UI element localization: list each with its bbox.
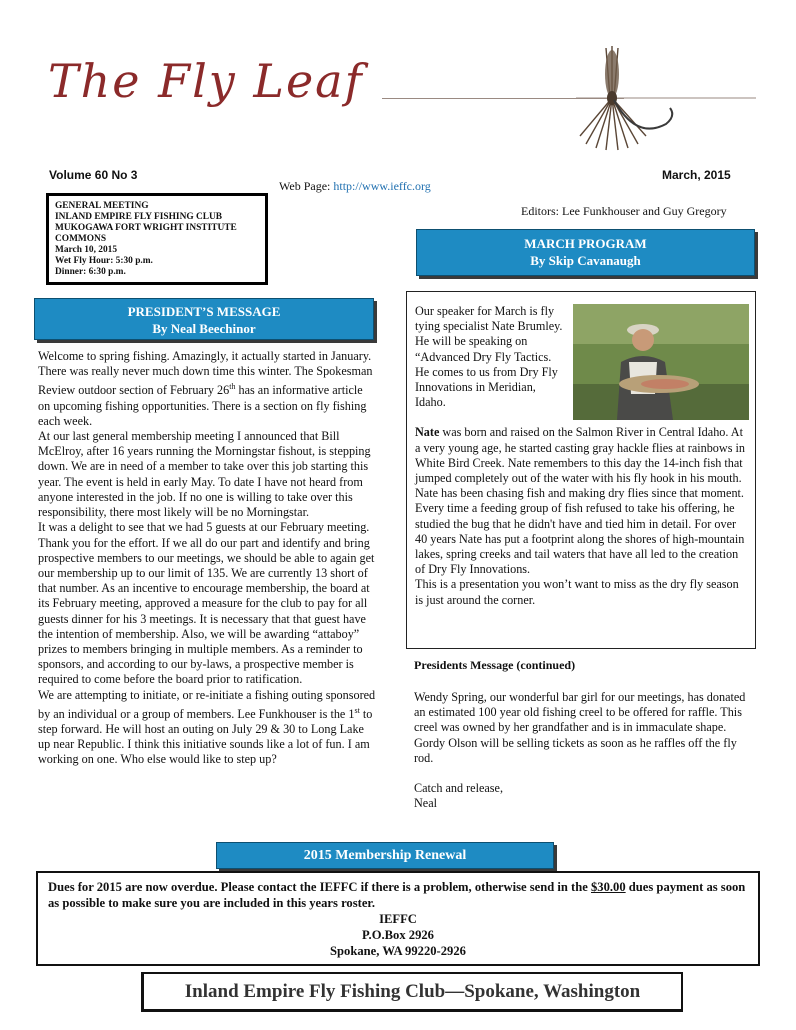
continued-heading: Presidents Message (continued)	[414, 658, 576, 672]
signoff: Catch and release,	[414, 781, 503, 796]
paragraph: Welcome to spring fishing. Amazingly, it actually started in January. There was really never much down time this winter. The Spokesman Review outdoor section of February 26th has an informative article on upcoming fishing opportunities. There is a section on fly fishing each week.	[38, 349, 373, 428]
meeting-info-box	[46, 193, 268, 285]
march-program-title: MARCH PROGRAM	[524, 236, 647, 251]
paragraph: Wendy Spring, our wonderful bar girl for our meetings, has donated an estimated 100 year old fishing creel to be offered for raffle. This creel was owned by her grandfather and is in immaculate shape. Gordy Olson will be selling tickets as soon as he raffles off the fly rod.	[414, 690, 746, 765]
renewal-city: Spokane, WA 99220-2926	[330, 944, 466, 958]
presidents-message-title: PRESIDENT’S MESSAGE	[127, 304, 281, 319]
march-program-byline: By Skip Cavanaugh	[530, 253, 641, 268]
march-program-box	[406, 291, 756, 649]
membership-renewal-box	[36, 871, 760, 966]
meeting-line: Wet Fly Hour: 5:30 p.m.	[55, 256, 153, 266]
program-closing: This is a presentation you won’t want to miss as the dry fly season is just around the corner.	[415, 577, 739, 607]
meeting-line: INLAND EMPIRE FLY FISHING CLUB	[55, 212, 223, 222]
meeting-line: COMMONS	[55, 234, 107, 244]
program-intro: Our speaker for March is fly tying specialist Nate Brumley. He will be speaking on “Advanced Dry Fly Tactics. He comes to us from Dry Fly Innovations in Meridian, Idaho.	[415, 304, 563, 410]
website-link[interactable]: http://www.ieffc.org	[333, 179, 431, 193]
editors-credit: Editors: Lee Funkhouser and Guy Gregory	[521, 204, 727, 218]
renewal-po-box: P.O.Box 2926	[362, 928, 434, 942]
membership-renewal-heading: 2015 Membership Renewal	[216, 842, 554, 869]
continued-body	[414, 690, 754, 811]
meeting-line: MUKOGAWA FORT WRIGHT INSTITUTE	[55, 223, 237, 233]
presidents-message-byline: By Neal Beechinor	[152, 321, 256, 336]
volume-number: Volume 60 No 3	[49, 168, 138, 182]
newsletter-title: The Fly Leaf	[48, 54, 364, 108]
fly-illustration	[566, 44, 762, 154]
signature: Neal	[414, 796, 438, 811]
renewal-text: Dues for 2015 are now overdue. Please contact the IEFFC if there is a problem, otherwise send in the $30.00 dues payment as soon as possible to make sure you are included in this years roster.	[48, 880, 746, 910]
paragraph: At our last general membership meeting I announced that Bill McElroy, after 16 years running the Morningstar fishout, is stepping down. We are in need of a member to take over this job starting this year. The event is held in early May. To date I have not heard from anyone interested in the job. If no one is willing to take over this responsibility, there most likely will be no Morningstar.	[38, 429, 371, 520]
march-program-heading	[416, 229, 755, 276]
meeting-line: Dinner: 6:30 p.m.	[55, 267, 126, 277]
web-label: Web Page:	[279, 179, 331, 193]
footer-banner: Inland Empire Fly Fishing Club—Spokane, Washington	[141, 972, 683, 1012]
presidents-message-body	[38, 349, 376, 768]
meeting-line: March 10, 2015	[55, 245, 118, 255]
program-bio: Nate was born and raised on the Salmon River in Central Idaho. At a very young age, he started casting gray hackle flies at rainbows in White Bird Creek. Nate remembers to this day the 14-inch fish that jumped completely out of the water with his fly hook in his mouth. Nate has been chasing fish and making dry flies since that moment. Every time a feeding group of fish refused to take his offering, he studied the bug that he didn't have and tied him in detail. For over 40 years Nate has put a footprint along the shores of high-mountain lakes, spring creeks and tail waters that have all led to the creation of Dry Fly Innovations.	[415, 425, 745, 577]
paragraph: It was a delight to see that we had 5 guests at our February meeting. Thank you for the effort. If we all do our part and identify and bring prospective members to our meetings, we should be able to again get our membership up to our limit of 135. We are currently 13 short of that number. As an incentive to encourage membership, the board at its February meeting, approved a measure for the club to pay for all guests dinner for his 3 meetings. It is necessary that that guest have the intention of membership. Also, we will be awarding “attaboy” prizes to members bringing in multiple members. As a reminder to sponsors, and according to our by-laws, a prospective member is required to come before the board prior to ratification.	[38, 520, 375, 687]
presidents-message-heading	[34, 298, 374, 340]
dues-amount: $30.00	[591, 880, 626, 894]
meeting-line: GENERAL MEETING	[55, 201, 149, 211]
issue-date: March, 2015	[662, 168, 731, 182]
renewal-org: IEFFC	[379, 912, 417, 926]
web-page	[279, 179, 431, 194]
speaker-photo	[573, 304, 749, 420]
paragraph: We are attempting to initiate, or re-initiate a fishing outing sponsored by an individual or a group of members. Lee Funkhouser is the 1st to step forward. He will host an outing on July 29 & 30 to Long Lake up near Republic. I think this initiative sounds like a lot of fun. I am working on one. Who else would like to step up?	[38, 687, 376, 767]
